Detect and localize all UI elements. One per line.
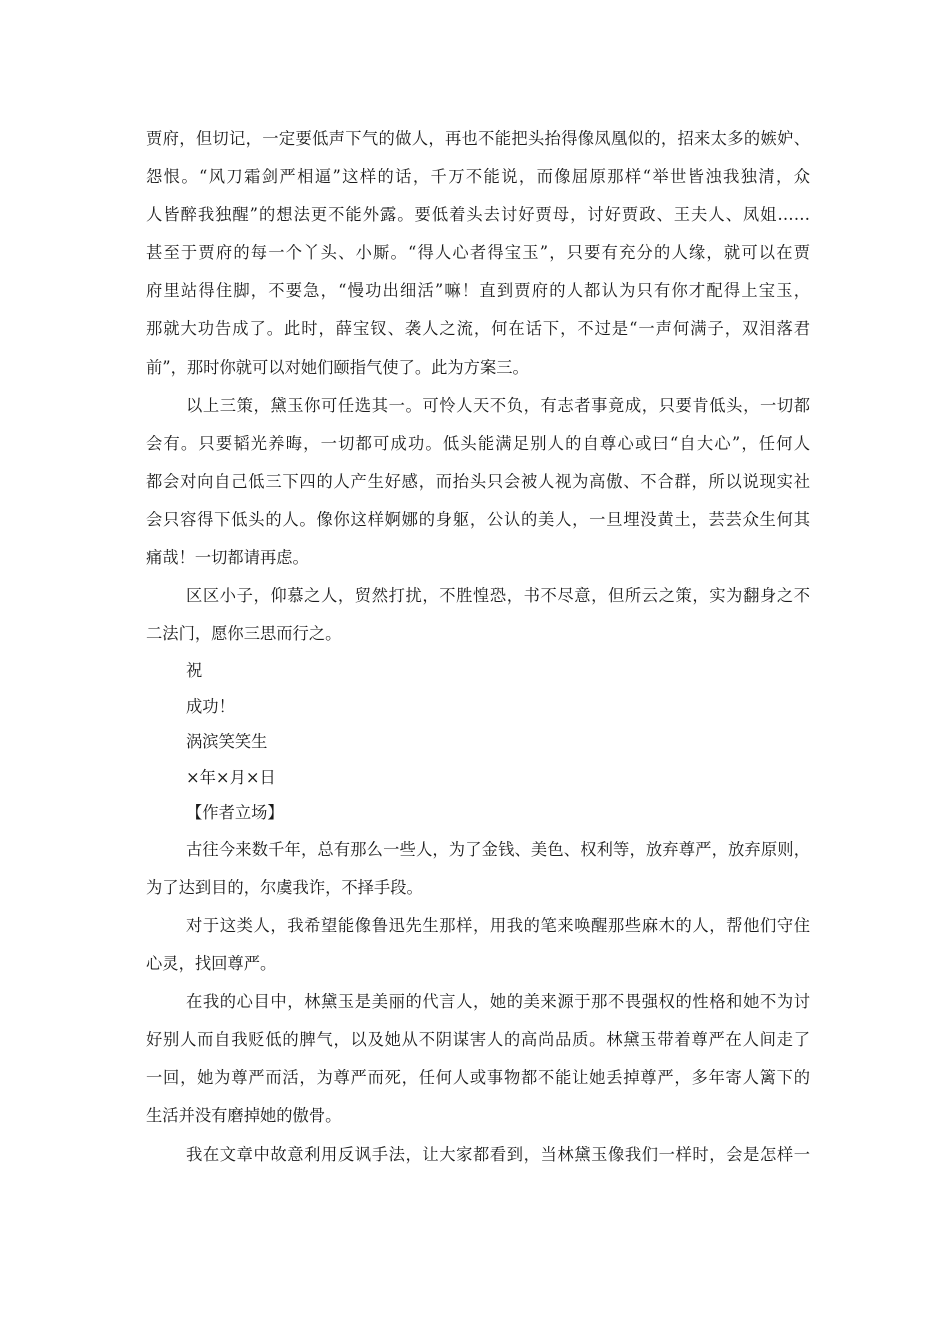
- text-line: 以上三策，黛玉你可任选其一。可怜人天不负，有志者事竟成，只要肯低头，一切都: [186, 395, 810, 415]
- letter-closing: [146, 653, 810, 831]
- text-line: 甚至于贾府的每一个丫头、小厮。“得人心者得宝玉”，只要有充分的人缘，就可以在贾: [146, 243, 810, 263]
- paragraph-lin-daiyu: [146, 983, 810, 1135]
- paragraph-lu-xun: [146, 907, 810, 983]
- document-body: [146, 120, 810, 1174]
- text-line: 那就大功告成了。此时，薛宝钗、袭人之流，何在话下，不过是“一声何满子，双泪落君: [146, 319, 810, 339]
- text-line: 前”，那时你就可以对她们颐指气使了。此为方案三。: [146, 357, 529, 377]
- text-line: 会只容得下低头的人。像你这样婀娜的身躯，公认的美人，一旦埋没黄土，芸芸众生何其: [146, 509, 810, 529]
- text-line: 为了达到目的，尔虞我诈，不择手段。: [146, 877, 423, 897]
- text-line: 古往今来数千年，总有那么一些人，为了金钱、美色、权利等，放弃尊严，放弃原则，: [186, 839, 810, 859]
- text-line: 心灵，找回尊严。: [146, 954, 277, 974]
- text-line: 府里站得住脚，不要急，“慢功出细活”嘛！直到贾府的人都认为只有你才配得上宝玉，: [146, 281, 810, 301]
- paragraph-three-strategies: [146, 387, 810, 577]
- section-heading: 【作者立场】: [186, 803, 284, 823]
- text-line: 都会对向自己低三下四的人产生好感，而抬头只会被人视为高傲、不合群，所以说现实社: [146, 471, 810, 491]
- text-line: 好别人而自我贬低的脾气，以及她从不阴谋害人的高尚品质。林黛玉带着尊严在人间走了: [146, 1030, 810, 1050]
- text-line: 贾府，但切记，一定要低声下气的做人，再也不能把头抬得像凤凰似的，招来太多的嫉妒、: [146, 129, 810, 148]
- text-line: 一回，她为尊严而活，为尊严而死，任何人或事物都不能让她丢掉尊严，多年寄人篱下的: [146, 1068, 810, 1088]
- paragraph-closing-remarks: [146, 577, 810, 653]
- text-line: 会有。只要韬光养晦，一切都可成功。低头能满足别人的自尊心或曰“自大心”，任何人: [146, 433, 810, 453]
- text-line: 对于这类人，我希望能像鲁迅先生那样，用我的笔来唤醒那些麻木的人，帮他们守住: [186, 916, 810, 935]
- signature: 涡滨笑笑生: [186, 732, 268, 752]
- text-line: 区区小子，仰慕之人，贸然打扰，不胜惶恐，书不尽意，但所云之策，实为翻身之不: [186, 586, 810, 606]
- closing-success: 成功！: [186, 696, 235, 716]
- letter-date: ×年×月×日: [186, 767, 276, 787]
- text-line: 怨恨。“风刀霜剑严相逼”这样的话，千万不能说，而像屈原那样“举世皆浊我独清，众: [146, 167, 810, 187]
- text-line: 生活并没有磨掉她的傲骨。: [146, 1106, 342, 1126]
- text-line: 二法门，愿你三思而行之。: [146, 624, 342, 644]
- closing-wish: 祝: [186, 661, 203, 681]
- paragraph-scheme-three: [146, 120, 810, 387]
- text-line: 我在文章中故意利用反讽手法，让大家都看到，当林黛玉像我们一样时，会是怎样一: [186, 1144, 810, 1164]
- text-line: 痛哉！一切都请再虑。: [146, 548, 309, 568]
- text-line: 人皆醉我独醒”的想法更不能外露。要低着头去讨好贾母，讨好贾政、王夫人、凤姐……: [146, 205, 810, 225]
- paragraph-dignity: [146, 831, 810, 907]
- paragraph-irony: [146, 1136, 810, 1174]
- text-line: 在我的心目中，林黛玉是美丽的代言人，她的美来源于那不畏强权的性格和她不为讨: [186, 992, 810, 1012]
